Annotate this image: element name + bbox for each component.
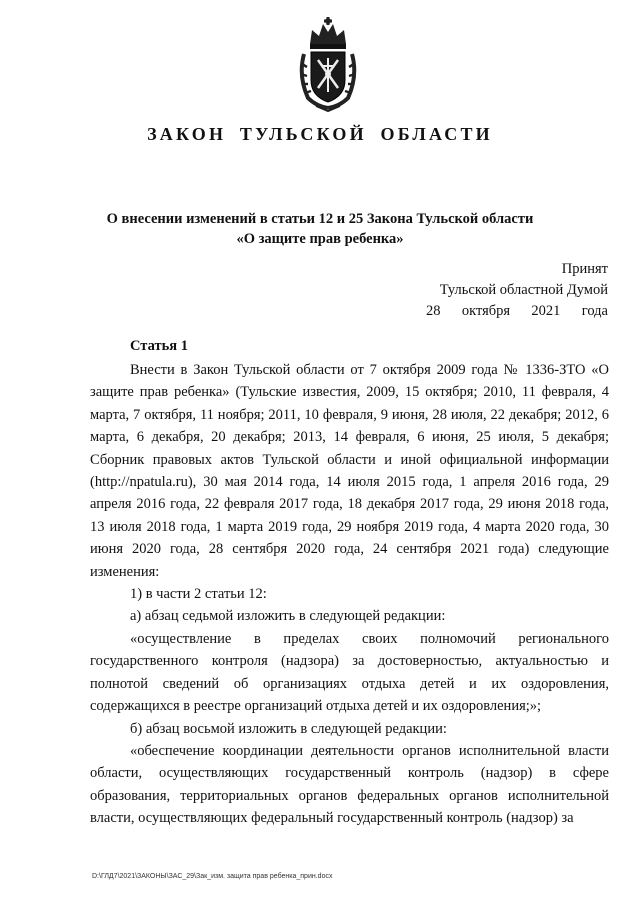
adoption-block (426, 259, 608, 322)
article-body (90, 359, 609, 830)
adoption-year: 2021 (531, 303, 561, 319)
paragraph: б) абзац восьмой изложить в следующей редакции: (130, 720, 447, 737)
adoption-date (426, 301, 608, 322)
adoption-month: октября (461, 303, 511, 319)
adoption-label: Принят (561, 261, 608, 277)
law-title: ЗАКОН ТУЛЬСКОЙ ОБЛАСТИ (147, 124, 493, 144)
paragraph: «осуществление в пределах своих полномочий регионального государственного контроля (надзора) за достоверностью, актуальностью и полнотой сведений об организациях отдыха детей и их оздоровления, содержащихся в реестре организаций отдыха детей и их оздоровления;»; (90, 630, 609, 715)
adoption-year-word: года (581, 303, 608, 319)
document-title (60, 209, 580, 249)
paragraph: а) абзац седьмой изложить в следующей редакции: (130, 608, 446, 625)
tula-coat-of-arms-icon (296, 14, 360, 114)
document-title-line-2: «О защите прав ребенка» (236, 231, 404, 247)
paragraph: «обеспечение координации деятельности органов исполнительной власти области, осуществляющих государственный контроль (надзор) в сфере образования, территориальных органов федеральных органов исполнительной власти, осуществляющих федеральный государственный контроль (надзор) за (90, 742, 609, 827)
article-heading: Статья 1 (130, 338, 188, 354)
file-path-footer: D:\ГЛД7\2021\ЗАКОНЫ\ЗАС_29\Зак_изм. защита прав ребенка_прин.docx (92, 873, 333, 880)
paragraph: 1) в части 2 статьи 12: (130, 586, 267, 603)
adoption-day: 28 (426, 303, 441, 319)
document-title-line-1: О внесении изменений в статьи 12 и 25 Закона Тульской области (106, 211, 534, 227)
paragraph: Внести в Закон Тульской области от 7 октября 2009 года № 1336-ЗТО «О защите прав ребенка» (Тульские известия, 2009, 15 октября; 2010, 11 февраля, 4 марта, 7 октября, 11 ноября; 2011, 10 февраля, 9 июня, 28 июля, 22 декабря; 2012, 6 марта, 6 декабря, 20 декабря; 2013, 14 февраля, 6 июня, 25 июля, 5 декабря; Сборник правовых актов Тульской области и иной официальной информации (http://npatula.ru), 30 мая 2014 года, 14 июля 2015 года, 1 апреля 2016 года, 29 апреля 2016 года, 22 февраля 2017 года, 18 декабря 2017 года, 29 июня 2018 года, 13 июля 2018 года, 1 марта 2019 года, 29 ноября 2019 года, 4 марта 2020 года, 30 июня 2020 года, 28 сентября 2020 года, 24 сентября 2021 года) следующие изменения: (90, 362, 609, 580)
adoption-body: Тульской областной Думой (439, 282, 608, 298)
